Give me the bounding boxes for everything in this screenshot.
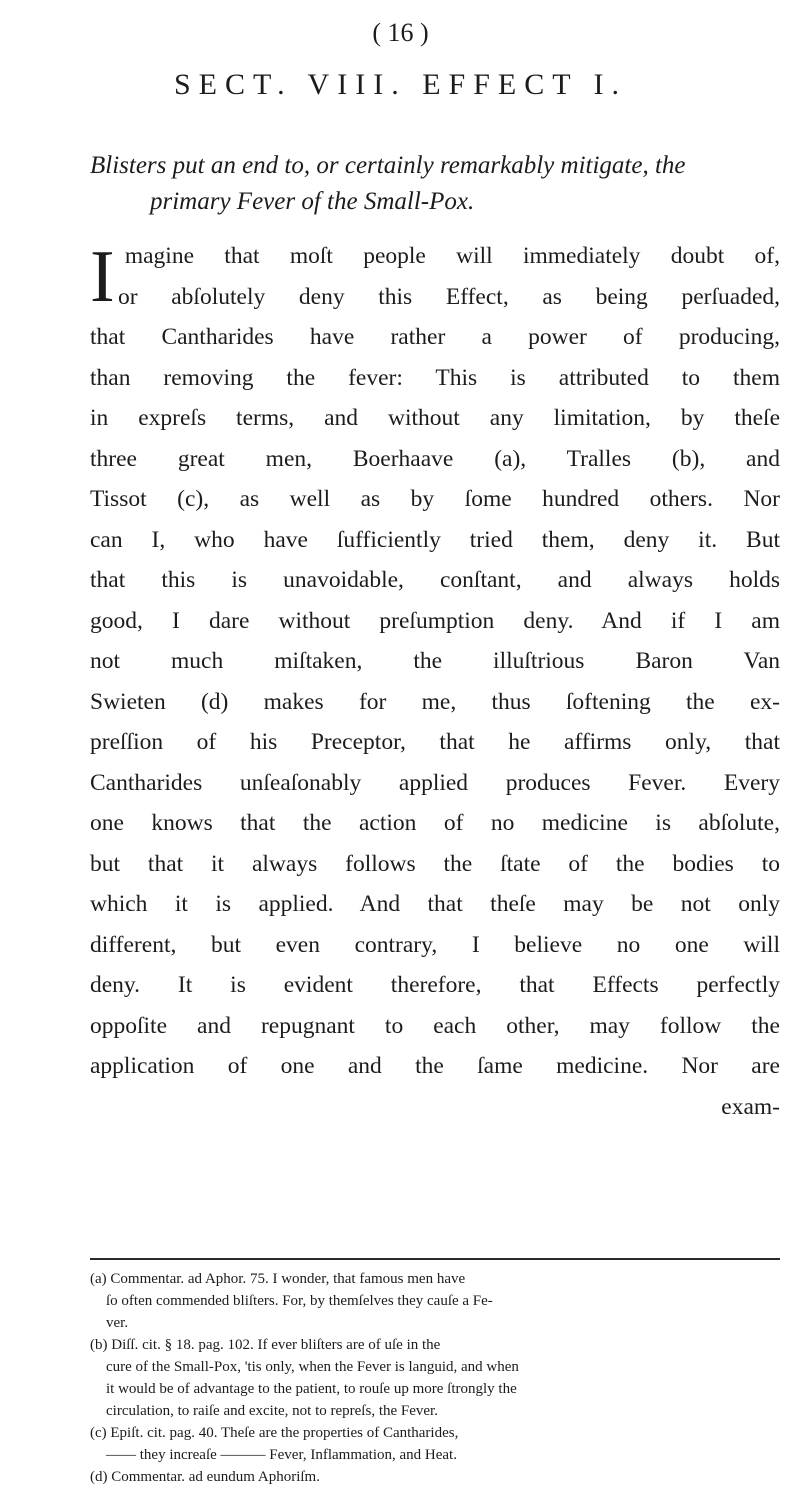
- body-line: good, I dare without preſumption deny. And if I am: [90, 607, 780, 634]
- footnote-line: (d) Commentar. ad eundum Aphoriſm.: [90, 1469, 320, 1485]
- body-line: which it is applied. And that theſe may be not only: [90, 891, 780, 917]
- footnote-line: ſo often commended bliſters. For, by themſelves they cauſe a Fe-: [106, 1293, 493, 1309]
- footnote-divider: [90, 1258, 780, 1260]
- body-line: different, but even contrary, I believe no one will: [90, 931, 780, 958]
- footnote-line: (b) Diſſ. cit. § 18. pag. 102. If ever bliſters are of uſe in the: [90, 1337, 441, 1353]
- body-line: in expreſs terms, and without any limitation, by theſe: [90, 405, 780, 431]
- body-line: magine that moſt people will immediately doubt of,: [124, 243, 780, 269]
- effect-subtitle: [90, 148, 780, 220]
- body-line: but that it always follows the ſtate of the bodies to: [90, 850, 780, 877]
- body-paragraph: [90, 236, 780, 1127]
- body-line: preſſion of his Preceptor, that he affirms only, that: [90, 729, 780, 755]
- page-number: ( 16 ): [372, 18, 429, 47]
- subtitle-line-2: primary Fever of the Small-Pox.: [150, 188, 475, 215]
- body-line: that Cantharides have rather a power of producing,: [90, 324, 780, 350]
- footnote-line: (a) Commentar. ad Aphor. 75. I wonder, that famous men have: [90, 1271, 466, 1287]
- body-line: not much miſtaken, the illuſtrious Baron Van: [90, 648, 780, 674]
- drop-cap: I: [90, 236, 115, 318]
- footnote-line: cure of the Small-Pox, 'tis only, when the Fever is languid, and when: [106, 1359, 519, 1375]
- footnotes: [90, 1268, 780, 1488]
- section-heading: SECT. VIII. EFFECT I.: [173, 68, 627, 101]
- footnote-line: (c) Epiſt. cit. pag. 40. Theſe are the properties of Cantharides,: [90, 1425, 459, 1441]
- body-line: that this is unavoidable, conſtant, and always holds: [90, 567, 780, 593]
- footnote-line: —— they increaſe ——— Fever, Inflammation, and Heat.: [106, 1447, 457, 1463]
- body-line: can I, who have ſufficiently tried them, deny it. But: [90, 526, 780, 553]
- body-line: one knows that the action of no medicine is abſolute,: [90, 810, 780, 836]
- body-line: Tissot (c), as well as by ſome hundred others. Nor: [90, 486, 780, 512]
- footnote-line: it would be of advantage to the patient, to rouſe up more ſtrongly the: [106, 1381, 517, 1397]
- body-line: than removing the fever: This is attributed to them: [90, 364, 780, 391]
- body-line: deny. It is evident therefore, that Effects perfectly: [90, 972, 780, 998]
- body-line: or abſolutely deny this Effect, as being perſuaded,: [118, 283, 780, 310]
- catchword: exam-: [721, 1093, 780, 1120]
- body-line: application of one and the ſame medicine. Nor are: [90, 1053, 780, 1079]
- footnote-line: ver.: [106, 1315, 129, 1331]
- subtitle-line-1: Blisters put an end to, or certainly remarkably mitigate, the: [90, 152, 686, 179]
- footnote-line: circulation, to raiſe and excite, not to repreſs, the Fever.: [106, 1403, 438, 1419]
- body-line: Cantharides unſeaſonably applied produces Fever. Every: [90, 769, 780, 796]
- body-line: oppoſite and repugnant to each other, may follow the: [90, 1012, 780, 1039]
- body-line: three great men, Boerhaave (a), Tralles (b), and: [90, 445, 780, 472]
- body-line: Swieten (d) makes for me, thus ſoftening the ex-: [90, 688, 780, 715]
